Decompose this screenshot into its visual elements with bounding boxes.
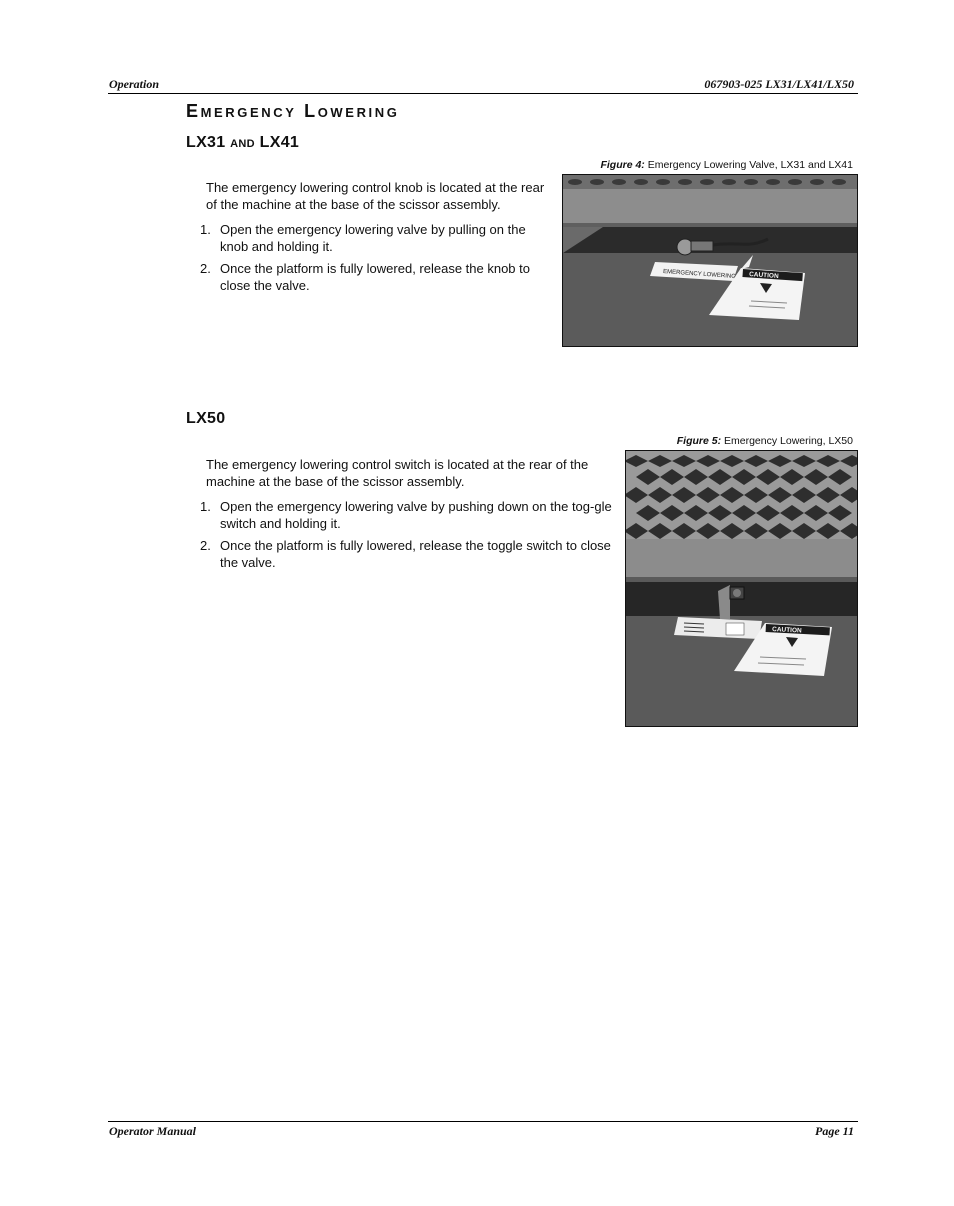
figure-4-caption-text: Emergency Lowering Valve, LX31 and LX41: [647, 159, 853, 171]
header-document-id: 067903-025 LX31/LX41/LX50: [704, 77, 854, 91]
subsection-title-lx50: LX50: [186, 410, 226, 427]
step-number: 1.: [200, 222, 211, 237]
figure-4-caption: [560, 159, 853, 171]
lx31-step-1: [200, 221, 556, 255]
figure-5-photo: [625, 450, 858, 727]
figure-4-photo: [562, 174, 858, 347]
figure-5-caption: [560, 435, 853, 447]
lx31-steps: [200, 221, 556, 294]
decal-text: EMERGENCY LOWERING: [662, 269, 737, 281]
lx31-instructions: [200, 179, 556, 299]
footer-manual-name: Operator Manual: [109, 1124, 197, 1138]
section-title: Emergency Lowering: [186, 101, 400, 121]
step-text: Once the platform is fully lowered, release the knob to close the valve.: [220, 261, 530, 293]
emergency-lowering-valve-image: [563, 175, 857, 346]
lx50-intro: The emergency lowering control switch is located at the rear of the machine at the base of the scissor assembly.: [206, 457, 589, 489]
page-header: [108, 76, 858, 94]
emergency-lowering-switch-image: [626, 451, 857, 726]
step-number: 1.: [200, 499, 211, 514]
step-text: Once the platform is fully lowered, release the toggle switch to close the valve.: [220, 538, 611, 570]
figure-5-label: Figure 5:: [676, 435, 722, 447]
caution-decal-text: CAUTION: [748, 271, 779, 281]
page-footer: [108, 1121, 858, 1138]
lx31-intro: The emergency lowering control knob is located at the rear of the machine at the base of the scissor assembly.: [206, 180, 545, 212]
lx50-step-2: [200, 537, 622, 571]
step-text: Open the emergency lowering valve by pulling on the knob and holding it.: [220, 222, 526, 254]
header-section-name: Operation: [109, 77, 160, 91]
figure-5-caption-text: Emergency Lowering, LX50: [724, 435, 853, 447]
caution-decal-text: CAUTION: [771, 626, 802, 635]
lx50-instructions: [200, 456, 622, 576]
lx50-step-1: [200, 498, 622, 532]
step-number: 2.: [200, 538, 211, 553]
lx50-steps: [200, 498, 622, 571]
footer-page-number: Page 11: [815, 1124, 854, 1138]
figure-4-label: Figure 4:: [600, 159, 645, 171]
lx31-step-2: [200, 260, 556, 294]
step-number: 2.: [200, 261, 211, 276]
subsection-title-lx31-lx41: LX31 and LX41: [186, 134, 300, 151]
step-text: Open the emergency lowering valve by pushing down on the tog-gle switch and holding it.: [220, 499, 612, 531]
